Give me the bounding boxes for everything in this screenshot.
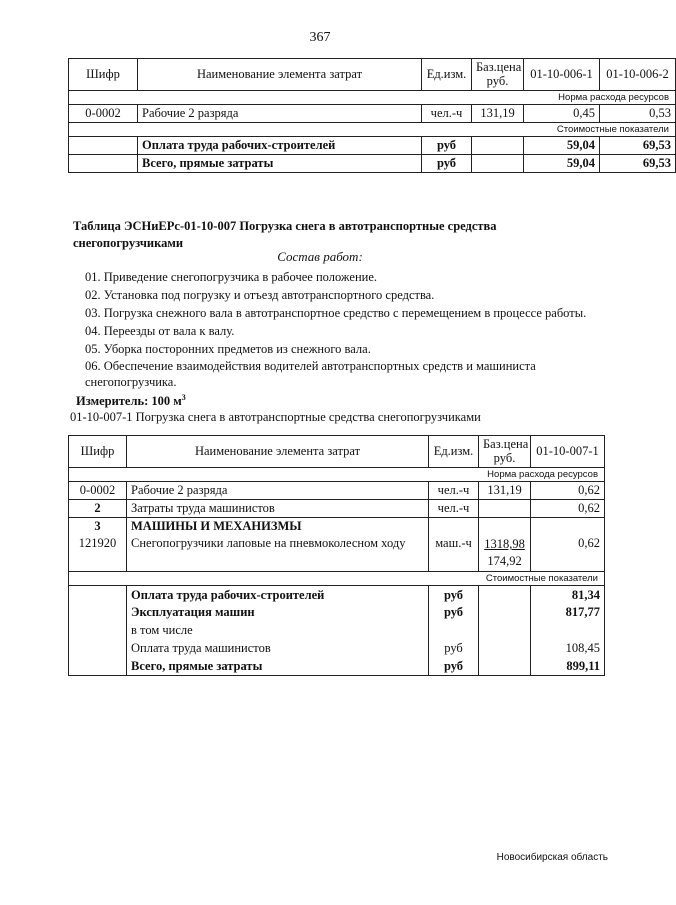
- row-value-1: 59,04: [524, 154, 600, 172]
- row-unit: маш.-ч: [429, 535, 479, 572]
- table-row: [69, 622, 605, 640]
- header-col-2: 01-10-006-2: [600, 59, 676, 91]
- measurement-unit: [76, 393, 186, 409]
- row-unit: руб: [429, 604, 479, 622]
- table-row: [69, 154, 676, 172]
- header-price: Баз.цена руб.: [479, 436, 531, 468]
- table-row: [69, 136, 676, 154]
- header-code: Шифр: [69, 59, 138, 91]
- row-value-1: 0,45: [524, 104, 600, 122]
- row-name: Рабочие 2 разряда: [127, 481, 429, 499]
- work-composition-list: [85, 268, 605, 390]
- section-cost-label: Стоимостные показатели: [69, 572, 605, 586]
- row-name: МАШИНЫ И МЕХАНИЗМЫ: [127, 517, 429, 535]
- row-name: Всего, прямые затраты: [127, 658, 429, 676]
- header-unit: Ед.изм.: [429, 436, 479, 468]
- row-value-2: 69,53: [600, 136, 676, 154]
- table-row: [69, 481, 605, 499]
- section-norm-label: Норма расхода ресурсов: [69, 90, 676, 104]
- row-name: в том числе: [127, 622, 429, 640]
- section-row: [69, 90, 676, 104]
- row-code: 3: [69, 517, 127, 535]
- header-name: Наименование элемента затрат: [127, 436, 429, 468]
- row-unit: чел.-ч: [429, 499, 479, 517]
- header-col-1: 01-10-006-1: [524, 59, 600, 91]
- table-row: [69, 535, 605, 572]
- row-value: 0,62: [531, 535, 605, 572]
- table-row: [69, 104, 676, 122]
- row-unit: руб: [429, 658, 479, 676]
- row-value: 0,62: [531, 481, 605, 499]
- list-item: 01. Приведение снегопогрузчика в рабочее положение.: [85, 270, 378, 284]
- row-name: Всего, прямые затраты: [138, 154, 422, 172]
- row-price: 1318,98: [484, 537, 525, 552]
- section-norm-label: Норма расхода ресурсов: [69, 467, 605, 481]
- row-code: 121920: [69, 535, 127, 572]
- row-value: 81,34: [531, 586, 605, 604]
- row-value: 108,45: [531, 640, 605, 658]
- list-item: 06. Обеспечение взаимодействия водителей автотранспортных средств и машиниста снегопогрузчика.: [85, 359, 536, 389]
- rate-code-line: 01-10-007-1 Погрузка снега в автотранспортные средства снегопогрузчиками: [70, 410, 481, 424]
- row-price-cell: [479, 535, 531, 572]
- row-code: 2: [69, 499, 127, 517]
- section-row: [69, 467, 605, 481]
- header-unit: Ед.изм.: [422, 59, 472, 91]
- row-unit: чел.-ч: [422, 104, 472, 122]
- row-name: Рабочие 2 разряда: [138, 104, 422, 122]
- row-value-2: 0,53: [600, 104, 676, 122]
- row-unit: чел.-ч: [429, 481, 479, 499]
- row-price: 131,19: [472, 104, 524, 122]
- footer-region: Новосибирская область: [496, 852, 608, 863]
- list-item: 02. Установка под погрузку и отъезд автотранспортного средства.: [85, 288, 435, 302]
- row-name: Оплата труда рабочих-строителей: [138, 136, 422, 154]
- row-price: 131,19: [479, 481, 531, 499]
- table-row: [69, 640, 605, 658]
- header-code: Шифр: [69, 436, 127, 468]
- row-value: 899,11: [531, 658, 605, 676]
- row-name: Оплата труда машинистов: [127, 640, 429, 658]
- table-row: [69, 604, 605, 622]
- section-row: [69, 122, 676, 136]
- row-name: Эксплуатация машин: [127, 604, 429, 622]
- meter-exponent: 3: [181, 393, 186, 402]
- row-unit: руб: [429, 586, 479, 604]
- row-unit: руб: [422, 136, 472, 154]
- row-value-2: 69,53: [600, 154, 676, 172]
- table-row: [69, 586, 605, 604]
- list-item: 04. Переезды от вала к валу.: [85, 324, 235, 338]
- row-price-machinist: 174,92: [487, 554, 522, 569]
- section-row: [69, 572, 605, 586]
- meter-label: Измеритель: 100 м: [76, 394, 182, 409]
- header-name: Наименование элемента затрат: [138, 59, 422, 91]
- composition-heading: Состав работ:: [277, 249, 363, 264]
- table-header-row: [69, 59, 676, 91]
- list-item: 03. Погрузка снежного вала в автотранспортное средство с перемещением в процессе работы.: [85, 306, 587, 320]
- table-title: Таблица ЭСНиЕРс-01-10-007 Погрузка снега в автотранспортные средства снегопогрузчиками: [73, 219, 497, 250]
- row-value-1: 59,04: [524, 136, 600, 154]
- table-row: [69, 499, 605, 517]
- page-number: 367: [309, 30, 331, 45]
- list-item: 05. Уборка посторонних предметов из снежного вала.: [85, 342, 371, 356]
- row-code: 0-0002: [69, 104, 138, 122]
- row-name: Оплата труда рабочих-строителей: [127, 586, 429, 604]
- header-col-1: 01-10-007-1: [531, 436, 605, 468]
- table-row: [69, 658, 605, 676]
- table-row: [69, 517, 605, 535]
- row-name: Снегопогрузчики лаповые на пневмоколесном ходу: [127, 535, 429, 572]
- row-value: 817,77: [531, 604, 605, 622]
- table-header-row: [69, 436, 605, 468]
- row-value: 0,62: [531, 499, 605, 517]
- row-unit: руб: [422, 154, 472, 172]
- row-unit: руб: [429, 640, 479, 658]
- estimate-table-01-10-007: [68, 435, 605, 676]
- estimate-table-01-10-006: [68, 58, 676, 173]
- section-cost-label: Стоимостные показатели: [69, 122, 676, 136]
- row-name: Затраты труда машинистов: [127, 499, 429, 517]
- row-code: 0-0002: [69, 481, 127, 499]
- header-price: Баз.цена руб.: [472, 59, 524, 91]
